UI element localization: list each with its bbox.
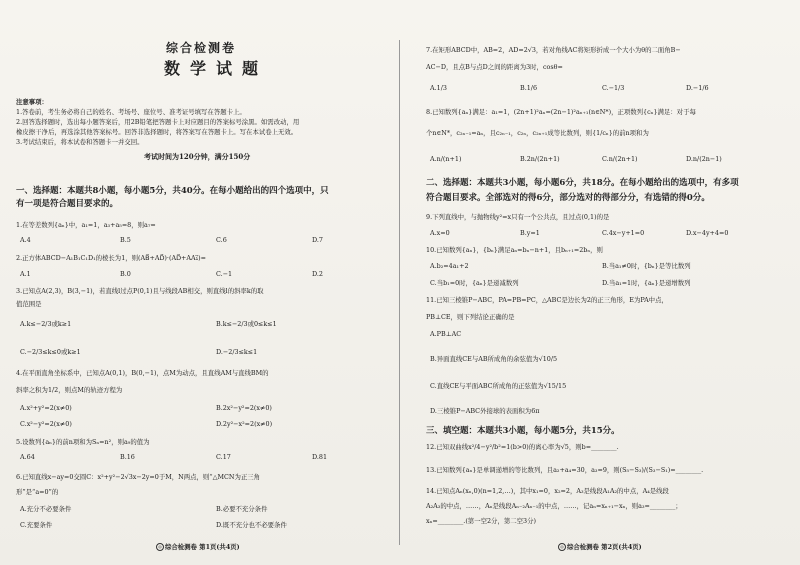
question-7-line-2: AC−D，且点B与点D之间的距离为3时，cosθ= [426, 63, 563, 71]
q1-option-a: A.4 [20, 236, 31, 244]
section-1-heading-2: 有一项是符合题目要求的。 [16, 199, 119, 209]
question-1: 1.在等差数列{aₙ}中，a₁=1，a₃+a₅=8，则a₇= [16, 221, 156, 229]
q1-option-d: D.7 [312, 236, 323, 244]
question-14-line-3: xₙ=________.(第一空2分，第二空3分) [426, 517, 536, 525]
section-3-heading: 三、填空题：本题共3小题，每小题5分，共15分。 [426, 426, 620, 436]
q9-option-d: D.x−4y+4=0 [686, 229, 729, 237]
q8-option-b: B.2n/(2n+1) [520, 155, 560, 163]
q5-option-d: D.81 [312, 453, 328, 461]
q5-option-a: A.64 [20, 453, 35, 461]
exam-subject: 数学试题 [164, 59, 269, 78]
question-3-line-2: 值范围是 [16, 300, 42, 308]
q9-option-a: A.x=0 [430, 229, 450, 237]
question-12: 12.已知双曲线x²/4−y²/b²=1(b>0)的离心率为√5，则b=________. [426, 443, 619, 451]
page-divider [399, 40, 400, 545]
exam-logo-icon: ◎ [558, 543, 566, 551]
question-13: 13.已知数列{aₙ}是单调递增的等比数列，且a₂+a₄=30，a₃=9，则(S₅−S₃)/(S₃−S₁)=________. [426, 466, 704, 474]
q10-option-c: C.当b₁=0时，{aₙ}是递减数列 [430, 279, 519, 287]
q8-option-d: D.n/(2n−1) [686, 155, 722, 163]
q6-option-b: B.必要不充分条件 [216, 505, 268, 513]
question-9: 9.下列直线中，与抛物线y²=x只有一个公共点，且过点(0,1)的是 [426, 213, 610, 221]
q10-option-d: D.当a₁=1时，{aₙ}是递增数列 [602, 279, 691, 287]
q7-option-d: D.−1/6 [686, 84, 709, 92]
question-4-line-1: 4.在平面直角坐标系中，已知点A(0,1)，B(0,−1)，点M为动点，且直线AM与直线BM的 [16, 369, 269, 377]
q6-option-a: A.充分不必要条件 [20, 505, 72, 513]
page-2 [408, 0, 793, 565]
q10-option-a: A.b₂=4a₁+2 [430, 262, 469, 270]
q11-option-b: B.异面直线CE与AB所成角的余弦值为√10/5 [430, 355, 558, 363]
q2-option-b: B.0 [120, 270, 131, 278]
q9-option-c: C.4x−y+1=0 [602, 229, 645, 237]
q11-option-c: C.直线CE与平面ABC所成角的正弦值为√15/15 [430, 382, 567, 390]
q3-option-d: D.−2/3≤k≤1 [216, 348, 258, 356]
q6-option-d: D.既不充分也不必要条件 [216, 521, 287, 529]
notice-3: 3.考试结束后，将本试卷和答题卡一并交回。 [16, 138, 144, 146]
q8-option-a: A.n/(n+1) [430, 155, 462, 163]
page-1 [6, 0, 391, 565]
q2-option-a: A.1 [20, 270, 31, 278]
question-11-line-1: 11.已知三棱锥P−ABC，PA=PB=PC，△ABC是边长为2的正三角形，E为PA中点， [426, 296, 668, 304]
question-8-line-1: 8.已知数列{aₙ}满足：a₁=1，(2n+1)²aₙ=(2n−1)²aₙ₊₁(n∈N*)，正项数列{cₙ}满足：对于每 [426, 108, 696, 116]
q4-option-b: B.2x²−y²=2(x≠0) [216, 404, 272, 412]
q6-option-c: C.充要条件 [20, 521, 53, 529]
q1-option-b: B.5 [120, 236, 131, 244]
question-4-line-2: 斜率之积为1/2，则点M的轨迹方程为 [16, 386, 123, 394]
exam-title: 综合检测卷 [166, 41, 237, 55]
q3-option-c: C.−2/3≤k≤0或k≥1 [20, 348, 81, 356]
notice-2b: 橡皮擦干净后，再选涂其他答案标号。回答非选择题时，将答案写在答题卡上。写在本试卷上无效。 [16, 128, 298, 136]
q2-option-c: C.−1 [216, 270, 233, 278]
question-14-line-2: A₂A₃的中点，……，Aₙ是线段Aₙ₋₂Aₙ₋₁的中点，……，记aₙ=xₙ₊₁−xₙ，则a₃=________； [426, 502, 682, 510]
q7-option-a: A.1/3 [430, 84, 447, 92]
page-2-footer: ◎ 综合检测卷 第2页(共4页) [558, 543, 642, 552]
question-10: 10.已知数列{aₙ}，{bₙ}满足aₙ=bₙ−n+1，且bₙ₊₁=2bₙ，则 [426, 246, 603, 254]
question-7-line-1: 7.在矩形ABCD中，AB=2，AD=2√3，若对角线AC将矩形折成一个大小为θ的二面角B− [426, 46, 681, 54]
page-1-footer: ◎ 综合检测卷 第1页(共4页) [156, 543, 240, 552]
q10-option-b: B.当a₁≠0时，{bₙ}是等比数列 [602, 262, 691, 270]
q9-option-b: B.y=1 [520, 229, 540, 237]
exam-logo-icon: ◎ [156, 543, 164, 551]
q5-option-b: B.16 [120, 453, 135, 461]
question-11-line-2: PB⊥CE，则下列结论正确的是 [426, 313, 515, 321]
q3-option-b: B.k≤−2/3或0≤k≤1 [216, 320, 277, 328]
notice-1: 1.答卷前，考生务必将自己的姓名、考场号、座位号、准考证号填写在答题卡上。 [16, 108, 246, 116]
q4-option-c: C.x²−y²=2(x≠0) [20, 420, 72, 428]
q11-option-d: D.三棱锥P−ABC外接球的表面积为6π [430, 407, 540, 415]
question-14-line-1: 14.已知点Aₙ(xₙ,0)(n=1,2,…)，其中x₁=0，x₂=2，A₃是线段A₁A₂的中点，A₄是线段 [426, 487, 669, 495]
question-3-line-1: 3.已知点A(2,3)，B(3,−1)，若直线l过点P(0,1)且与线段AB相交，则直线l的斜率k的取 [16, 287, 264, 295]
question-5: 5.设数列{aₙ}的前n项和为Sₙ=n²，则a₉的值为 [16, 438, 150, 446]
question-2: 2.正方体ABCD−A₁B₁C₁D₁的棱长为1，则(AB⃗+AD⃗)·(AD⃗+AA₁⃗)= [16, 254, 206, 262]
section-2-heading-1: 二、选择题：本题共3小题，每小题6分，共18分。在每小题给出的选项中，有多项 [426, 178, 739, 188]
q7-option-c: C.−1/3 [602, 84, 625, 92]
q5-option-c: C.17 [216, 453, 231, 461]
q3-option-a: A.k≤−2/3或k≥1 [20, 320, 72, 328]
section-2-heading-2: 符合题目要求。全部选对的得6分，部分选对的得部分分，有选错的得0分。 [426, 193, 710, 203]
q11-option-a: A.PB⊥AC [430, 330, 462, 338]
q2-option-d: D.2 [312, 270, 323, 278]
notice-2a: 2.回答选择题时，选出每小题答案后，用2B铅笔把答题卡上对应题目的答案标号涂黑。如需改动，用 [16, 118, 300, 126]
question-8-line-2: 个n∈N*，c₂ₙ₋₁=aₙ，且c₂ₙ₋₁，c₂ₙ，c₂ₙ₊₁成等比数列，则{1/cₙ}的前n项和为 [426, 129, 649, 137]
question-6-line-2: 形”是“a=0”的 [16, 488, 59, 496]
q4-option-d: D.2y²−x²=2(x≠0) [216, 420, 273, 428]
q8-option-c: C.n/(2n+1) [602, 155, 638, 163]
exam-time: 考试时间为120分钟，满分150分 [144, 152, 251, 161]
q4-option-a: A.x²+y²=2(x≠0) [20, 404, 72, 412]
question-6-line-1: 6.已知直线x−ay=0交圆C：x²+y²−2√3x−2y=0于M，N两点，则“△MCN为正三角 [16, 473, 261, 481]
section-1-heading-1: 一、选择题：本题共8小题，每小题5分，共40分。在每小题给出的四个选项中，只 [16, 186, 329, 196]
q1-option-c: C.6 [216, 236, 227, 244]
q7-option-b: B.1/6 [520, 84, 538, 92]
notice-heading: 注意事项： [16, 98, 48, 106]
